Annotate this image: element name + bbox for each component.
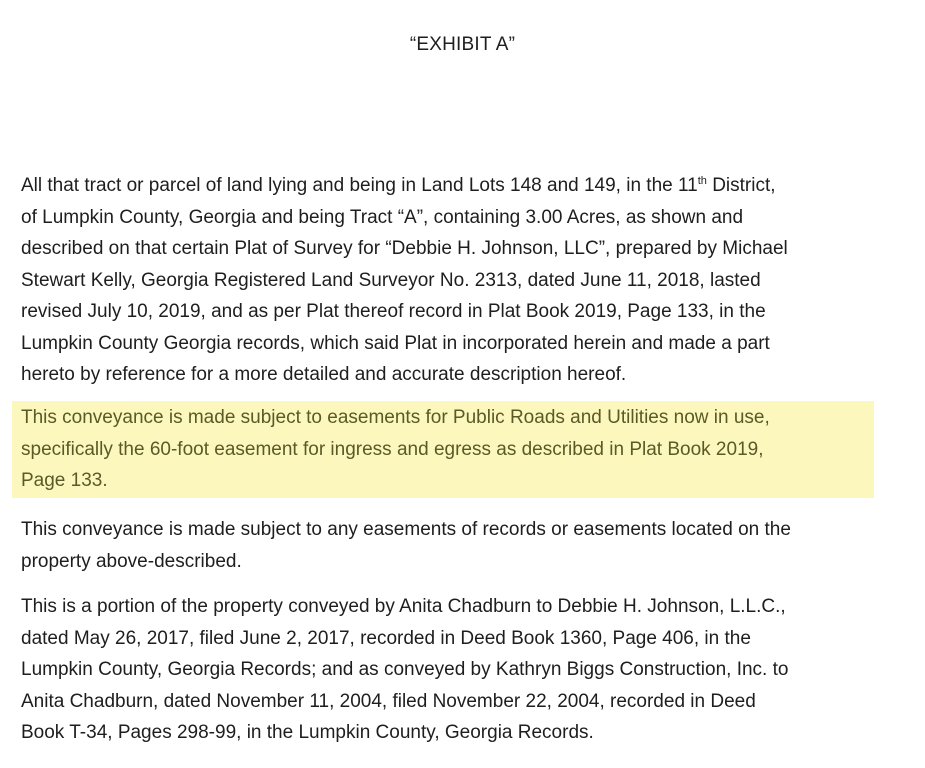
easements-of-record-paragraph xyxy=(21,514,901,577)
paragraph-line: All that tract or parcel of land lying and being in Land Lots 148 and 149, in the 11th District, xyxy=(21,175,776,196)
legal-description-paragraph xyxy=(21,170,901,391)
paragraph-line: described on that certain Plat of Survey for “Debbie H. Johnson, LLC”, prepared by Michael xyxy=(21,238,788,259)
paragraph-line: specifically the 60-foot easement for ingress and egress as described in Plat Book 2019, xyxy=(21,438,764,460)
chain-of-title-paragraph xyxy=(21,591,901,749)
paragraph-line: This is a portion of the property conveyed by Anita Chadburn to Debbie H. Johnson, L.L.C., xyxy=(21,596,786,617)
paragraph-line: dated May 26, 2017, filed June 2, 2017, recorded in Deed Book 1360, Page 406, in the xyxy=(21,627,751,649)
paragraph-line: Anita Chadburn, dated November 11, 2004, filed November 22, 2004, recorded in Deed xyxy=(21,690,756,712)
paragraph-line: Stewart Kelly, Georgia Registered Land Surveyor No. 2313, dated June 11, 2018, lasted xyxy=(21,269,761,291)
paragraph-line: hereto by reference for a more detailed and accurate description hereof. xyxy=(21,364,627,385)
paragraph-line: This conveyance is made subject to easements for Public Roads and Utilities now in use, xyxy=(21,407,770,428)
easement-paragraph-highlighted xyxy=(21,402,901,497)
paragraph-line: of Lumpkin County, Georgia and being Tract “A”, containing 3.00 Acres, as shown and xyxy=(21,206,744,228)
paragraph-line: property above-described. xyxy=(21,550,242,572)
paragraph-line: revised July 10, 2019, and as per Plat thereof record in Plat Book 2019, Page 133, in the xyxy=(21,301,766,322)
paragraph-line: Book T-34, Pages 298-99, in the Lumpkin County, Georgia Records. xyxy=(21,722,594,743)
paragraph-line: Page 133. xyxy=(21,470,108,491)
ordinal-suffix: th xyxy=(697,175,707,187)
paragraph-line: This conveyance is made subject to any easements of records or easements located on the xyxy=(21,519,791,540)
exhibit-title: “EXHIBIT A” xyxy=(409,34,516,55)
paragraph-line: Lumpkin County Georgia records, which said Plat in incorporated herein and made a part xyxy=(21,332,770,354)
paragraph-line: Lumpkin County, Georgia Records; and as conveyed by Kathryn Biggs Construction, Inc. to xyxy=(21,659,789,680)
